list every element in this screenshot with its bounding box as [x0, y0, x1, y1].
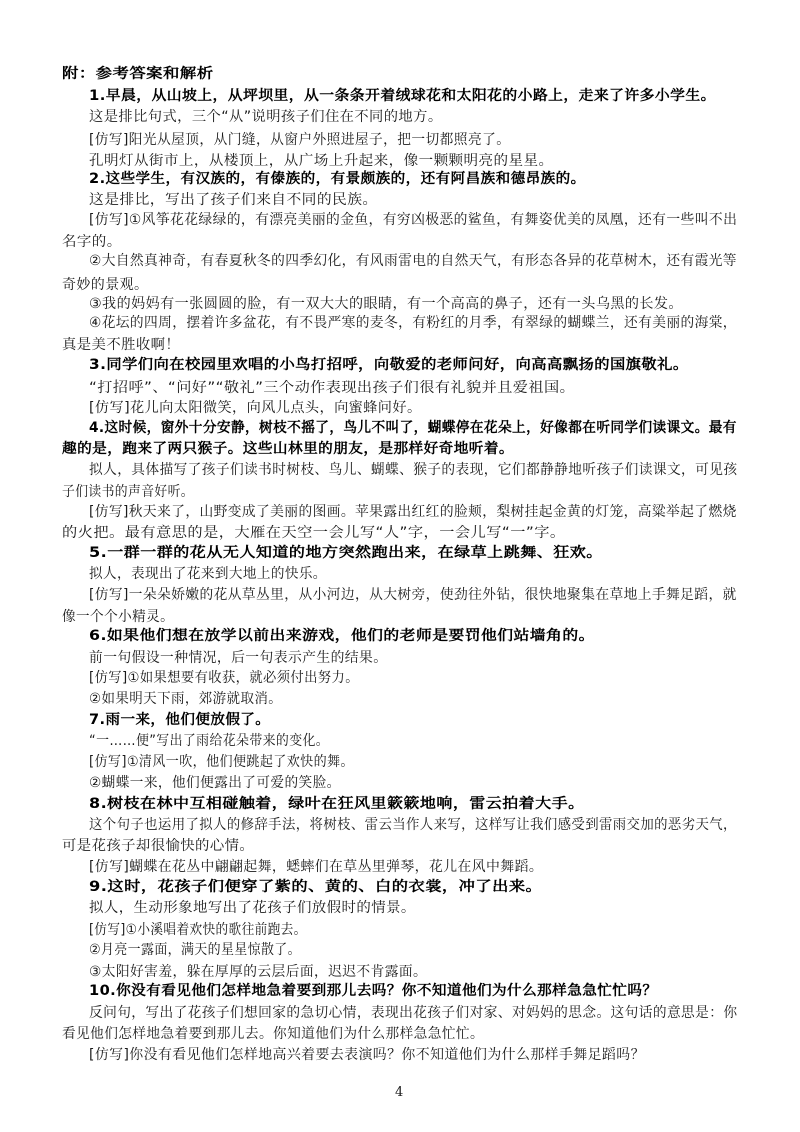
answer-line: 这是排比，写出了孩子们来自不同的民族。	[89, 192, 378, 208]
answer-line: ②如果明天下雨，郊游就取消。	[89, 691, 283, 707]
answer-line: [仿写]①如果想要有收获，就必须付出努力。	[89, 670, 359, 686]
answer-line: 这是排比句式，三个“从”说明孩子们住在不同的地方。	[89, 109, 443, 125]
question-sentence: 9.这时，花孩子们便穿了紫的、黄的、白的衣裳，冲了出来。	[89, 879, 543, 895]
question-sentence: 7.雨一来，他们便放假了。	[89, 712, 271, 728]
answer-line: [仿写]花儿向太阳微笑，向风儿点头，向蜜蜂问好。	[89, 400, 422, 416]
answer-line: [仿写]①小溪唱着欢快的歌往前跑去。	[89, 922, 307, 938]
answer-line: ②蝴蝶一来，他们便露出了可爱的笑脸。	[89, 775, 341, 791]
answer-line: 前一句假设一种情况，后一句表示产生的结果。	[89, 650, 388, 666]
question-sentence: 10.你没有看见他们怎样地急着要到那儿去吗？你不知道他们为什么那样急急忙忙吗？	[89, 983, 658, 999]
answer-line: 拟人，表现出了花来到大地上的快乐。	[89, 566, 327, 582]
answer-line: 名字的。	[62, 234, 122, 250]
answer-line: [仿写]一朵朵娇嫩的花从草丛里，从小河边，从大树旁，使劲往外钻，很快地聚集在草地上手舞足蹈，就	[89, 587, 737, 603]
answer-line: ③太阳好害羞，躲在厚厚的云层后面，迟迟不肯露面。	[89, 964, 428, 980]
question-sentence: 3.同学们向在校园里欢唱的小鸟打招呼，向敬爱的老师问好，向高高飘扬的国旗敬礼。	[89, 357, 689, 373]
question-sentence: 8.树枝在林中互相碰触着，绿叶在狂风里簌簌地响，雷云拍着大手。	[89, 796, 585, 812]
answer-line: [仿写]阳光从屋顶，从门缝，从窗户外照进屋子，把一切都照亮了。	[89, 132, 511, 148]
answer-line: 这个句子也运用了拟人的修辞手法，将树枝、雷云当作人来写，这样写让我们感受到雷雨交加的恶劣天气，	[89, 817, 737, 833]
page-number: 4	[395, 1085, 404, 1100]
answer-line: [仿写]①风筝花花绿绿的，有漂亮美丽的金鱼，有穷凶极恶的鲨鱼，有舞姿优美的凤凰，还有一些叫不出	[89, 212, 738, 228]
answer-line: “一……便”写出了雨给花朵带来的变化。	[89, 733, 330, 749]
answer-line: ④花坛的四周，摆着许多盆花，有不畏严寒的麦冬，有粉红的月季，有翠绿的蝴蝶兰，还有美丽的海棠，	[89, 315, 737, 331]
question-sentence: 6.如果他们想在放学以前出来游戏，他们的老师是要罚他们站墙角的。	[89, 628, 595, 644]
answer-line: 看见他们怎样地急着要到那儿去。你知道他们为什么那样急急忙忙。	[62, 1026, 485, 1042]
question-sentence: 4.这时候，窗外十分安静，树枝不摇了，鸟儿不叫了，蝴蝶停在花朵上，好像都在听同学们读课文。最有	[89, 420, 737, 436]
answer-line: 的火把。最有意思的是，大雁在天空一会儿写“人”字，一会儿写“一”字。	[62, 525, 566, 541]
answer-line: 反问句，写出了花孩子们想回家的急切心情，表现出花孩子们对家、对妈妈的思念。这句话的意思是：你	[89, 1005, 738, 1021]
answer-line: 奇妙的景观。	[62, 277, 149, 293]
answer-line: [仿写]①清风一吹，他们便跳起了欢快的舞。	[89, 754, 354, 770]
section-title: 附：参考答案和解析	[62, 66, 214, 82]
answer-line: 子们读书的声音好听。	[62, 484, 195, 500]
answer-line: ③我的妈妈有一张圆圆的脸，有一双大大的眼睛，有一个高高的鼻子，还有一头乌黑的长发。	[89, 296, 683, 312]
answer-line: [仿写]你没有看见他们怎样地高兴着要去表演吗？你不知道他们为什么那样手舞足蹈吗？	[89, 1047, 645, 1063]
answer-line: [仿写]蝴蝶在花丛中翩翩起舞，蟋蟀们在草丛里弹琴，花儿在风中舞蹈。	[89, 859, 544, 875]
answer-line: 孔明灯从街市上，从楼顶上，从广场上升起来，像一颗颗明亮的星星。	[89, 153, 554, 169]
answer-line: 像一个个小精灵。	[62, 609, 175, 625]
answer-line: 拟人，生动形象地写出了花孩子们放假时的情景。	[89, 900, 416, 916]
question-sentence: 2.这些学生，有汉族的，有傣族的，有景颇族的，还有阿昌族和德昂族的。	[89, 171, 586, 187]
answer-line: 拟人，具体描写了孩子们读书时树枝、鸟儿、蝴蝶、猴子的表现，它们都静静地听孩子们读课文，可见孩	[89, 462, 738, 478]
answer-line: ②大自然真神奇，有春夏秋冬的四季幻化，有风雨雷电的自然天气，有形态各异的花草树木，还有霞光等	[89, 253, 737, 269]
question-sentence: 1.早晨，从山坡上，从坪坝里，从一条条开着绒球花和太阳花的小路上，走来了许多小学生。	[89, 88, 716, 104]
answer-line: “打招呼”、“问好”“敬礼”三个动作表现出孩子们很有礼貌并且爱祖国。	[89, 380, 576, 396]
question-sentence: 5.一群一群的花从无人知道的地方突然跑出来，在绿草上跳舞、狂欢。	[89, 545, 603, 561]
question-sentence: 趣的是，跑来了两只猴子。这些山林里的朋友，是那样好奇地听着。	[62, 441, 515, 457]
answer-line: 可是花孩子却很愉快的心情。	[62, 838, 255, 854]
answer-line: 真是美不胜收啊！	[62, 337, 181, 353]
answer-line: [仿写]秋天来了，山野变成了美丽的图画。苹果露出红红的脸颊，梨树挂起金黄的灯笼，高粱举起了燃烧	[89, 504, 737, 520]
answer-line: ②月亮一露面，满天的星星惊散了。	[89, 942, 301, 958]
